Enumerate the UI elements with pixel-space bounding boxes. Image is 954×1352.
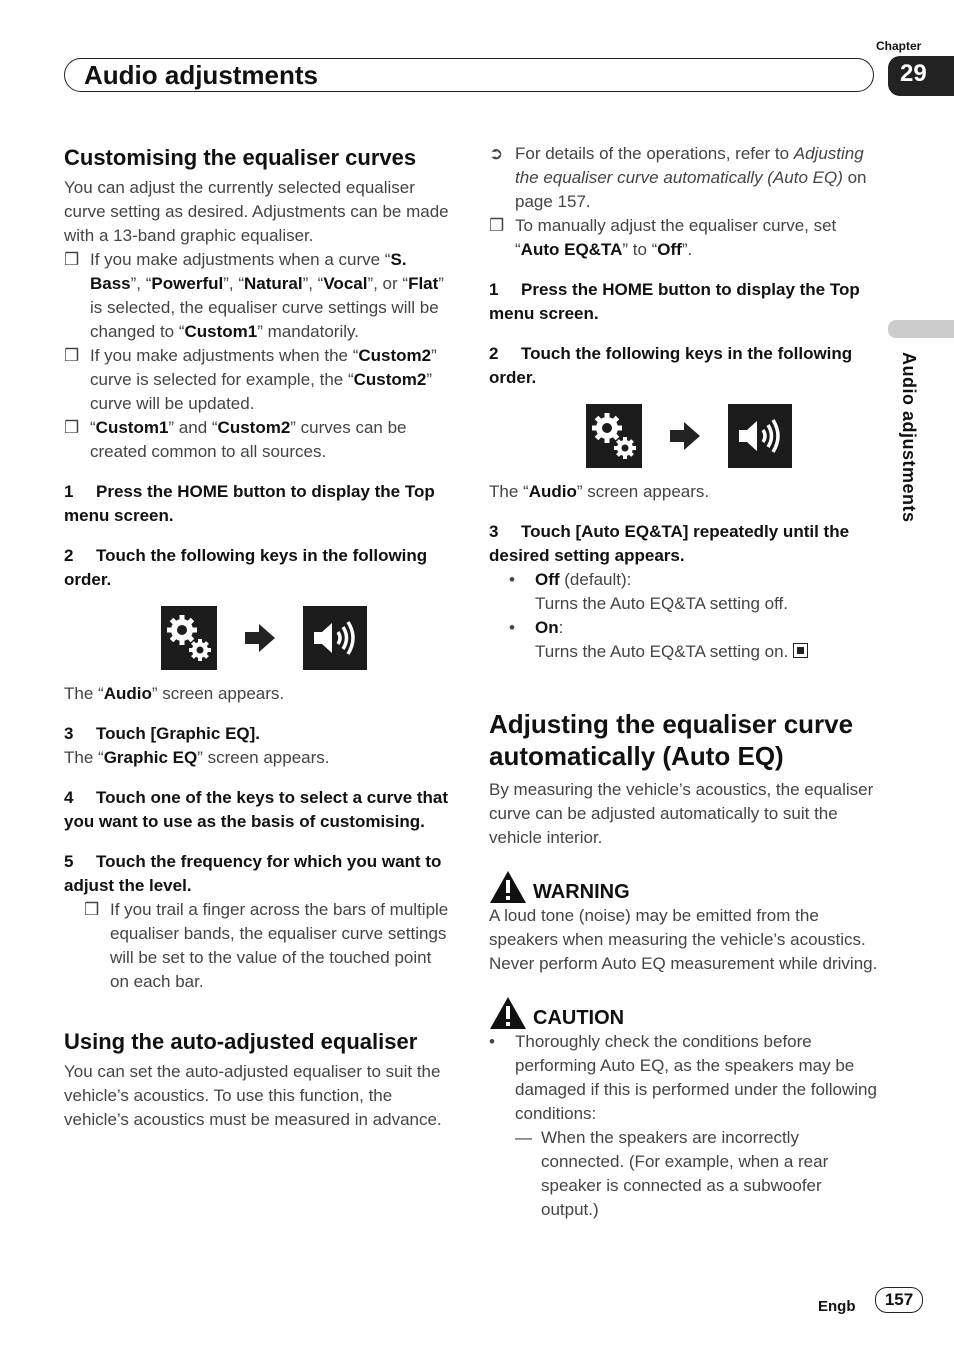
checkbox-bullet-icon: ❒ bbox=[64, 346, 80, 365]
speaker-icon bbox=[310, 618, 360, 658]
option-on: • On: Turns the Auto EQ&TA setting on. bbox=[489, 616, 879, 664]
heading-auto-adjusted: Using the auto-adjusted equaliser bbox=[64, 1029, 418, 1054]
left-column bbox=[64, 144, 454, 1132]
auto-eq-intro: By measuring the vehicle’s acoustics, the equaliser curve can be adjusted automatically to suit the vehicle interior. bbox=[489, 780, 874, 847]
side-tab-marker bbox=[888, 320, 954, 338]
step-3: 3 Touch [Graphic EQ]. bbox=[64, 724, 261, 743]
intro-paragraph: You can adjust the currently selected equaliser curve setting as desired. Adjustments can be made with a 13-band graphic equaliser. bbox=[64, 178, 449, 245]
graphic-eq-appears: The “Graphic EQ” screen appears. bbox=[64, 748, 330, 767]
caution-sub-item: — When the speakers are incorrectly connected. (For example, when a rear speaker is connected as a subwoofer output.) bbox=[515, 1128, 829, 1219]
step-2: 2 Touch the following keys in the following order. bbox=[64, 546, 428, 589]
note-item: ❒ To manually adjust the equaliser curve, set “Auto EQ&TA” to “Off”. bbox=[489, 216, 837, 259]
arrow-right-icon bbox=[245, 624, 275, 652]
bullet-icon: • bbox=[489, 1032, 495, 1051]
end-mark-icon bbox=[793, 643, 808, 658]
audio-screen-appears: The “Audio” screen appears. bbox=[489, 482, 710, 501]
page-title: Audio adjustments bbox=[84, 60, 319, 90]
checkbox-bullet-icon: ❒ bbox=[64, 418, 80, 437]
arrow-right-icon bbox=[670, 422, 700, 450]
warning-heading: WARNING bbox=[489, 870, 879, 904]
note-item: ❒ If you make adjustments when a curve “S. Bass”, “Powerful”, “Natural”, “Vocal”, or “Flat” is selected, the equaliser curve settings will be changed to “Custom1” mandatorily. bbox=[64, 250, 444, 341]
warning-text: A loud tone (noise) may be emitted from the speakers when measuring the vehicle’s acoustics. Never perform Auto EQ measurement while driving. bbox=[489, 906, 878, 973]
reference-item: ➲ For details of the operations, refer to Adjusting the equaliser curve automatically (Auto EQ) on page 157. bbox=[489, 144, 867, 211]
option-off: • Off (default): Turns the Auto EQ&TA setting off. bbox=[509, 570, 788, 613]
key-sequence bbox=[586, 404, 879, 468]
caution-heading: CAUTION bbox=[489, 996, 879, 1030]
warning-triangle-icon bbox=[489, 870, 527, 904]
heading-auto-eq: Adjusting the equaliser curve automatically (Auto EQ) bbox=[489, 709, 854, 771]
caution-bullet: • Thoroughly check the conditions before performing Auto EQ, as the speakers may be damaged if this is performed under the following conditions: bbox=[489, 1032, 877, 1123]
step-4: 4 Touch one of the keys to select a curve that you want to use as the basis of customising. bbox=[64, 788, 449, 831]
gears-icon bbox=[164, 612, 214, 664]
step-1: 1 Press the HOME button to display the Top menu screen. bbox=[489, 280, 860, 323]
language-code: Engb bbox=[818, 1298, 856, 1315]
bullet-icon: • bbox=[509, 570, 515, 589]
speaker-icon bbox=[735, 416, 785, 456]
auto-intro-paragraph: You can set the auto-adjusted equaliser to suit the vehicle’s acoustics. To use this function, the vehicle’s acoustics must be measured in advance. bbox=[64, 1062, 442, 1129]
audio-key[interactable] bbox=[303, 606, 367, 670]
arrow-bullet-icon: ➲ bbox=[489, 144, 504, 163]
checkbox-bullet-icon: ❒ bbox=[64, 250, 80, 269]
checkbox-bullet-icon: ❒ bbox=[84, 900, 100, 919]
settings-key[interactable] bbox=[586, 404, 642, 468]
settings-key[interactable] bbox=[161, 606, 217, 670]
step-3: 3 Touch [Auto EQ&TA] repeatedly until the desired setting appears. bbox=[489, 522, 850, 565]
chapter-label: Chapter bbox=[876, 39, 922, 53]
audio-key[interactable] bbox=[728, 404, 792, 468]
checkbox-bullet-icon: ❒ bbox=[489, 216, 505, 235]
note-item: ❒ “Custom1” and “Custom2” curves can be created common to all sources. bbox=[64, 418, 407, 461]
step-2: 2 Touch the following keys in the following order. bbox=[489, 344, 853, 387]
dash-bullet-icon: — bbox=[515, 1128, 532, 1147]
bullet-icon: • bbox=[509, 618, 515, 637]
audio-screen-appears: The “Audio” screen appears. bbox=[64, 684, 285, 703]
side-section-label: Audio adjustments bbox=[899, 352, 919, 523]
note-item: ❒ If you make adjustments when the “Custom2” curve is selected for example, the “Custom2” curve will be updated. bbox=[64, 346, 437, 413]
page-number: 157 bbox=[875, 1287, 923, 1313]
right-column bbox=[489, 142, 879, 1222]
step-5: 5 Touch the frequency for which you want to adjust the level. bbox=[64, 852, 442, 895]
heading-customising: Customising the equaliser curves bbox=[64, 145, 417, 170]
step-1: 1 Press the HOME button to display the Top menu screen. bbox=[64, 482, 435, 525]
note-item: ❒ If you trail a finger across the bars of multiple equaliser bands, the equaliser curve settings will be set to the value of the touched point on each bar. bbox=[84, 900, 449, 991]
chapter-number: 29 bbox=[888, 56, 954, 96]
caution-triangle-icon bbox=[489, 996, 527, 1030]
gears-icon bbox=[589, 410, 639, 462]
key-sequence bbox=[161, 606, 454, 670]
